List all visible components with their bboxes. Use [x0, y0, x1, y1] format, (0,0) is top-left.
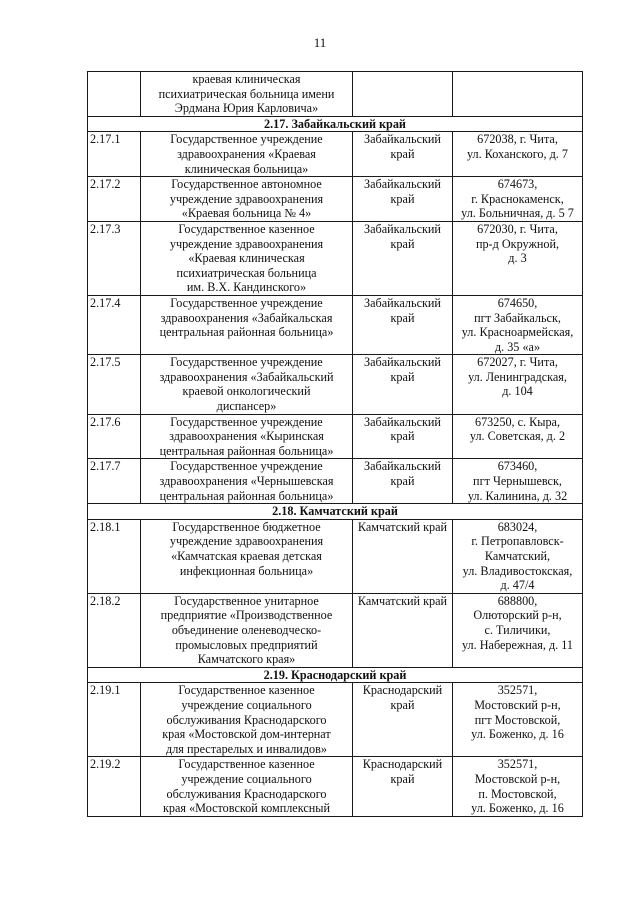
region-line: Камчатский край: [357, 593, 448, 608]
table-row: [88, 132, 583, 177]
institution-name-cell: [141, 683, 353, 757]
institution-name-line: Государственное казенное: [178, 683, 315, 698]
institution-name-line: промысловых предприятий: [175, 637, 318, 652]
region-line: Краснодарский: [362, 757, 443, 772]
region-line: край: [390, 369, 415, 384]
address-line: 672038, г. Чита,: [477, 132, 558, 147]
institution-name-line: диспансер»: [216, 399, 277, 414]
institution-name-line: учреждение социального: [181, 771, 312, 786]
address-line: д. 3: [508, 251, 527, 266]
address-line: Олюторский р-н,: [473, 608, 562, 623]
institution-name-cell: [141, 72, 353, 117]
section-header-row: [88, 116, 583, 132]
row-number-cell: 2.18.2: [88, 593, 141, 667]
address-line: 672030, г. Чита,: [477, 221, 558, 236]
region-cell: [353, 593, 453, 667]
table-row: [88, 414, 583, 459]
institution-name-line: объединение оленеводческо-: [171, 622, 322, 637]
institution-name-cell: [141, 355, 353, 414]
address-line: 672027, г. Чита,: [477, 355, 558, 370]
institution-name-line: здравоохранения «Забайкальский: [159, 369, 334, 384]
region-cell: [353, 132, 453, 177]
institution-name-line: «Камчатская краевая детская: [171, 549, 322, 563]
row-number-cell: 2.17.7: [88, 459, 141, 504]
institution-name-line: «Краевая клиническая: [188, 251, 305, 266]
table-row: [88, 519, 583, 593]
row-number-cell: 2.19.2: [88, 757, 141, 816]
region-line: край: [390, 146, 415, 161]
address-line: ул. Красноармейская,: [461, 325, 574, 340]
region-line: край: [390, 429, 415, 444]
row-number-cell: 2.19.1: [88, 683, 141, 757]
region-line: край: [390, 771, 415, 786]
region-line: Забайкальский: [364, 177, 441, 192]
region-cell: [353, 72, 453, 117]
institution-name-cell: [141, 177, 353, 222]
institution-name-line: учреждение здравоохранения: [169, 534, 324, 549]
institution-name-line: края «Мостовской комплексный: [163, 801, 330, 816]
address-cell: [453, 295, 583, 354]
region-line: Забайкальский: [364, 459, 441, 474]
region-cell: [353, 177, 453, 222]
address-line: ул. Боженко, д. 16: [471, 727, 564, 742]
institution-name-line: предприятие «Производственное: [160, 608, 333, 623]
table-row: [88, 221, 583, 295]
table-row: [88, 295, 583, 354]
address-line: д. 47/4: [500, 578, 535, 593]
address-line: пгт Забайкальск,: [474, 310, 561, 325]
institution-name-line: «Краевая больница № 4»: [181, 206, 312, 221]
address-line: 673250, с. Кыра,: [474, 414, 561, 429]
institution-name-line: Государственное учреждение: [170, 414, 323, 429]
institution-name-line: здравоохранения «Забайкальская: [160, 310, 333, 325]
address-line: пгт Чернышевск,: [473, 474, 562, 489]
region-line: край: [390, 697, 415, 712]
address-line: ул. Ленинградская,: [468, 369, 567, 384]
institution-name-line: Государственное учреждение: [170, 295, 323, 310]
address-cell: [453, 355, 583, 414]
address-cell: [453, 221, 583, 295]
institution-name-cell: [141, 519, 353, 593]
region-line: Забайкальский: [364, 132, 441, 147]
address-line: ул. Калинина, д. 32: [467, 488, 568, 503]
table-row: [88, 593, 583, 667]
section-title: 2.19. Краснодарский край: [88, 667, 583, 683]
address-cell: [453, 414, 583, 459]
institution-name-line: Государственное учреждение: [170, 459, 323, 474]
institution-name-line: Государственное казенное: [178, 221, 315, 236]
row-number-cell: 2.17.3: [88, 221, 141, 295]
address-line: ул. Владивостокская,: [462, 563, 573, 578]
address-cell: [453, 593, 583, 667]
institution-name-line: инфекционная больница»: [179, 563, 314, 578]
address-line: ул. Набережная, д. 11: [462, 637, 573, 652]
region-line: Краснодарский: [362, 683, 443, 698]
region-cell: [353, 519, 453, 593]
address-line: ул. Коханского, д. 7: [467, 146, 568, 161]
address-cell: [453, 459, 583, 504]
address-line: 352571,: [497, 757, 538, 772]
address-line: 352571,: [497, 683, 538, 698]
section-title: 2.17. Забайкальский край: [88, 116, 583, 132]
institution-name-line: учреждение здравоохранения: [169, 236, 324, 251]
address-cell: [453, 757, 583, 816]
institution-name-line: Государственное учреждение: [170, 355, 323, 370]
region-line: край: [390, 310, 415, 325]
institution-name-line: учреждение здравоохранения: [169, 191, 324, 206]
region-line: край: [390, 474, 415, 489]
table-row: [88, 683, 583, 757]
region-cell: [353, 683, 453, 757]
region-line: край: [390, 191, 415, 206]
region-line: Забайкальский: [364, 295, 441, 310]
institution-name-line: для престарелых и инвалидов»: [166, 741, 327, 756]
institution-name-line: здравоохранения «Чернышевская: [159, 474, 334, 489]
address-line: Камчатский,: [484, 549, 551, 563]
region-cell: [353, 221, 453, 295]
region-cell: [353, 459, 453, 504]
section-header-row: [88, 504, 583, 520]
institution-name-line: центральная районная больница»: [159, 325, 334, 340]
institution-name-line: краевой онкологический: [182, 384, 311, 399]
address-cell: [453, 72, 583, 117]
table-row: [88, 355, 583, 414]
institution-name-cell: [141, 593, 353, 667]
institutions-table: [87, 71, 583, 817]
row-number-cell: 2.17.2: [88, 177, 141, 222]
institution-name-line: центральная районная больница»: [159, 488, 334, 503]
section-title: 2.18. Камчатский край: [88, 504, 583, 520]
address-line: 674673,: [497, 177, 538, 192]
table-row-continued: [88, 72, 583, 117]
address-line: д. 35 «а»: [494, 339, 541, 354]
institution-name-line: здравоохранения «Краевая: [177, 146, 316, 161]
region-line: Забайкальский: [364, 221, 441, 236]
address-line: 683024,: [497, 519, 538, 534]
region-line: Камчатский край: [357, 519, 448, 534]
address-cell: [453, 132, 583, 177]
institution-name-line: Государственное автономное: [171, 177, 322, 192]
table-row: [88, 459, 583, 504]
address-line: г. Петропавловск-: [471, 534, 564, 549]
institution-name-line: Государственное учреждение: [170, 132, 323, 147]
section-header-row: [88, 667, 583, 683]
institution-name-line: обслуживания Краснодарского: [166, 712, 327, 727]
row-number-cell: 2.17.5: [88, 355, 141, 414]
region-line: край: [390, 236, 415, 251]
address-line: пр-д Окружной,: [475, 236, 560, 251]
institution-name-line: Эрдмана Юрия Карловича»: [174, 101, 319, 116]
address-line: 674650,: [497, 295, 538, 310]
address-cell: [453, 683, 583, 757]
table-body: [88, 72, 583, 817]
address-line: п. Мостовской,: [478, 786, 557, 801]
address-line: 688800,: [497, 593, 538, 608]
address-line: с. Тиличики,: [484, 622, 551, 637]
address-line: 673460,: [497, 459, 538, 474]
region-cell: [353, 414, 453, 459]
region-line: Забайкальский: [364, 414, 441, 429]
row-number-cell: 2.17.6: [88, 414, 141, 459]
table-row: [88, 177, 583, 222]
address-cell: [453, 177, 583, 222]
institution-name-cell: [141, 414, 353, 459]
institution-name-line: Камчатского края»: [197, 652, 296, 667]
institution-name-line: края «Мостовской дом-интернат: [162, 727, 331, 742]
institution-name-line: Государственное бюджетное: [172, 519, 321, 534]
institution-name-line: обслуживания Краснодарского: [166, 786, 327, 801]
address-line: ул. Боженко, д. 16: [471, 801, 564, 816]
institution-name-line: учреждение социального: [181, 697, 312, 712]
table-row: [88, 757, 583, 816]
institution-name-line: им. В.Х. Кандинского»: [186, 280, 307, 295]
institution-name-cell: [141, 132, 353, 177]
region-cell: [353, 295, 453, 354]
address-line: ул. Советская, д. 2: [469, 429, 566, 444]
institution-name-line: клиническая больница»: [184, 161, 309, 176]
address-line: Мостовской р-н,: [474, 771, 561, 786]
row-number-cell: 2.18.1: [88, 519, 141, 593]
institution-name-cell: [141, 221, 353, 295]
page-number: 11: [313, 35, 327, 50]
institution-name-cell: [141, 459, 353, 504]
institution-name-line: психиатрическая больница имени: [158, 86, 335, 101]
institution-name-line: центральная районная больница»: [159, 443, 334, 458]
address-line: д. 104: [502, 384, 533, 399]
institution-name-line: Государственное казенное: [178, 757, 315, 772]
address-line: пгт Мостовской,: [474, 712, 561, 727]
address-cell: [453, 519, 583, 593]
row-number-cell: 2.17.1: [88, 132, 141, 177]
region-line: Забайкальский: [364, 355, 441, 370]
address-line: ул. Больничная, д. 5 7: [461, 206, 574, 221]
institution-name-cell: [141, 757, 353, 816]
institution-name-line: Государственное унитарное: [174, 593, 319, 608]
row-number-cell: [88, 72, 141, 117]
address-line: Мостовский р-н,: [474, 697, 561, 712]
institution-name-line: здравоохранения «Кыринская: [169, 429, 324, 444]
institution-name-cell: [141, 295, 353, 354]
institution-name-line: психиатрическая больница: [176, 265, 317, 280]
region-cell: [353, 757, 453, 816]
region-cell: [353, 355, 453, 414]
institution-name-line: краевая клиническая: [192, 72, 301, 86]
row-number-cell: 2.17.4: [88, 295, 141, 354]
address-line: г. Краснокаменск,: [471, 191, 564, 206]
